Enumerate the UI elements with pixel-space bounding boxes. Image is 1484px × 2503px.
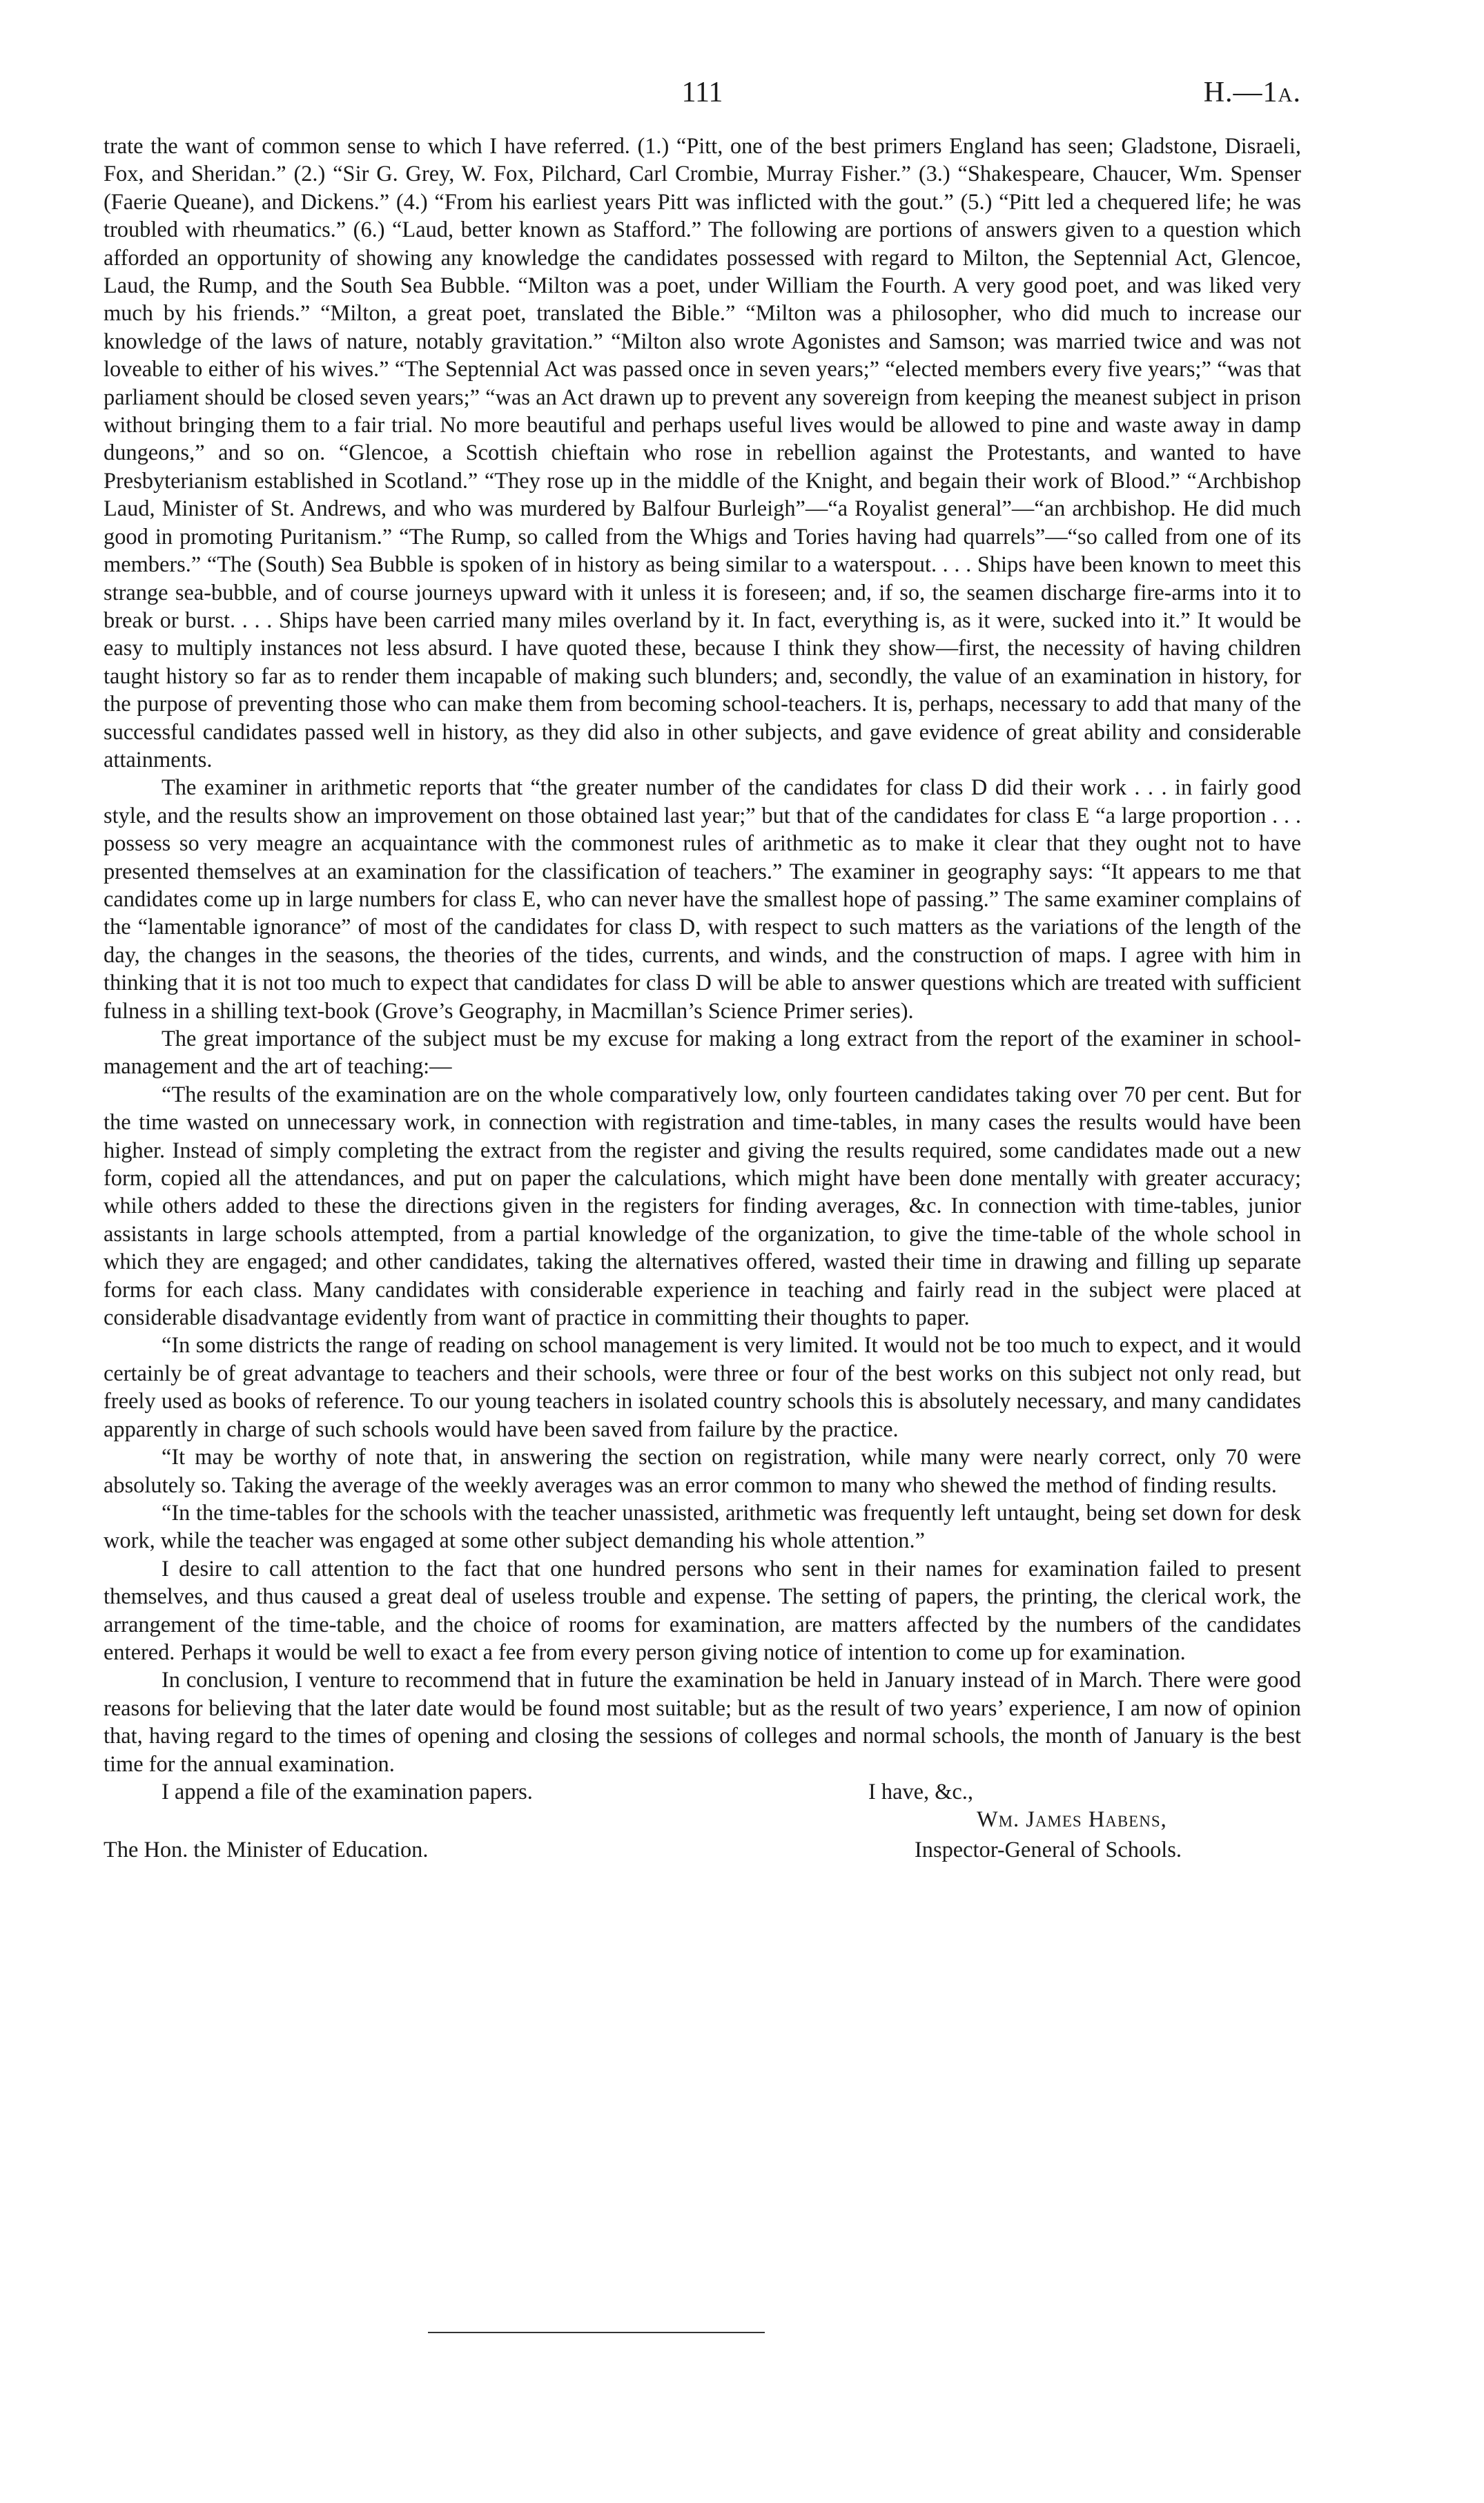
addressee: The Hon. the Minister of Education. bbox=[104, 1837, 429, 1862]
paragraph-registration: “It may be worthy of note that, in answering the section on registration, while many were nearly correct, only 70 were absolutely so. Taking the average of the weekly averages was an error common to many who shewed the method of finding results. bbox=[104, 1445, 1301, 1498]
report-body bbox=[104, 133, 1301, 1778]
signature: Wm. James Habens, bbox=[977, 1806, 1167, 1832]
document-page bbox=[104, 69, 1301, 1896]
page-number: 111 bbox=[681, 77, 723, 108]
salutation: I have, &c., bbox=[868, 1779, 973, 1804]
paragraph-time-tables: “In the time-tables for the schools with the teacher unassisted, arithmetic was frequently left untaught, being set down for desk work, while the teacher was engaged at some other subject demanding his whole attention.” bbox=[104, 1500, 1301, 1554]
paragraph-conclusion: In conclusion, I venture to recommend that in future the examination be held in January instead of in March. There were good reasons for believing that the later date would be found most suitable; but as the result of two years’ experience, I am now of opinion that, having regard to the times of opening and closing the sessions of colleges and normal schools, the month of January is the best time for the annual examination. bbox=[104, 1668, 1301, 1777]
append-line: I append a file of the examination papers. bbox=[162, 1779, 533, 1804]
paragraph-absent-candidates: I desire to call attention to the fact that one hundred persons who sent in their names for examination failed to present themselves, and thus caused a great deal of useless trouble and expense. The setting of papers, the printing, the clerical work, the arrangement of the time-table, and the choice of rooms for examination, are matters affected by the numbers of the candidates entered. Perhaps it would be well to exact a fee from every person giving notice of intention to come up for examination. bbox=[104, 1556, 1301, 1665]
page-header bbox=[104, 69, 1301, 124]
paragraph-history-answers: trate the want of common sense to which I have referred. (1.) “Pitt, one of the best primers England has seen; Gladstone, Disraeli, Fox, and Sheridan.” (2.) “Sir G. Grey, W. Fox, Pilchard, Carl Crombie, Murray Fisher.” (3.) “Shakespeare, Chaucer, Wm. Spenser (Faerie Queane), and Dickens.” (4.) “From his earliest years Pitt was inflicted with the gout.” (5.) “Pitt led a chequered life; he was troubled with rheumatics.” (6.) “Laud, better known as Stafford.” The following are portions of answers given to a question which afforded an opportunity of showing any knowledge the candidates possessed with regard to Milton, the Septennial Act, Glencoe, Laud, the Rump, and the South Sea Bubble. “Milton was a poet, under William the Fourth. A very good poet, and was liked very much by his friends.” “Milton, a great poet, translated the Bible.” “Milton was a philosopher, who did much to increase our knowledge of the laws of nature, notably gravitation.” “Milton also wrote Agonistes and Samson; was married twice and was not loveable to either of his wives.” “The Septennial Act was passed once in seven years;” “elected members every five years;” “was that parliament should be closed seven years;” “was an Act drawn up to prevent any sovereign from keeping the meanest subject in prison without bringing them to a fair trial. No more beautiful and perhaps useful lives would be allowed to pine and waste away in damp dungeons,” and so on. “Glencoe, a Scottish chieftain who rose in rebellion against the Protestants, and wanted to have Presbyterianism established in Scotland.” “They rose up in the middle of the Knight, and begain their work of Blood.” “Archbishop Laud, Minister of St. Andrews, and who was murdered by Balfour Burleigh”—“a Royalist general”—“an archbishop. He did much good in promoting Puritanism.” “The Rump, so called from the Whigs and Tories having had quarrels”—“so called from one of its members.” “The (South) Sea Bubble is spoken of in history as being similar to a waterspout. . . . Ships have been known to meet this strange sea-bubble, and of course journeys upward with it unless it is foreseen; and, if so, the seamen discharge fire-arms into it to break or burst. . . . Ships have been carried many miles overland by it. In fact, everything is, as it were, sucked into it.” It would be easy to multiply instances not less absurd. I have quoted these, because I think they show—first, the necessity of having children taught history so far as to render them incapable of making such blunders; and, secondly, the value of an examination in history, for the purpose of preventing those who can make them from becoming school-teachers. It is, perhaps, necessary to add that many of the successful candidates passed well in history, as they did also in other subjects, and gave evidence of great ability and considerable attainments. bbox=[104, 134, 1301, 772]
letter-closing bbox=[104, 1778, 1301, 1896]
paragraph-school-management-intro: The great importance of the subject must be my excuse for making a long extract from the report of the examiner in school-management and the art of teaching:— bbox=[104, 1026, 1301, 1080]
paragraph-arithmetic-geography: The examiner in arithmetic reports that “the greater number of the candidates for class D did their work . . . in fairly good style, and the results show an improvement on those obtained last year;” but that of the candidates for class E “a large proportion . . . possess so very meagre an acquaintance with the commonest rules of arithmetic as to make it clear that they ought not to have presented themselves at an examination for the classification of teachers.” The examiner in geography says: “It appears to me that candidates come up in large numbers for class E, who can never have the smallest hope of passing.” The same examiner complains of the “lamentable ignorance” of most of the candidates for class D, with respect to such matters as the variations of the length of the day, the changes in the seasons, the theories of the tides, currents, and winds, and the construction of maps. I agree with him in thinking that it is not too much to expect that candidates for class D will be able to answer questions which are treated with sufficient fulness in a shilling text-book (Grove’s Geography, in Macmillan’s Science Primer series). bbox=[104, 775, 1301, 1024]
document-reference-prefix: H.—1 bbox=[1203, 77, 1278, 108]
footer-rule bbox=[428, 2332, 765, 2333]
document-reference bbox=[1204, 76, 1301, 109]
signatory-title: Inspector-General of Schools. bbox=[915, 1837, 1182, 1862]
paragraph-examination-results: “The results of the examination are on the whole comparatively low, only fourteen candidates taking over 70 per cent. But for the time wasted on unnecessary work, in connection with registration and time-tables, in many cases the results would have been higher. Instead of simply completing the extract from the register and giving the results required, some candidates made out a new form, copied all the attendances, and put on paper the calculations, which might have been done mentally with greater accuracy; while others added to these the directions given in the registers for finding averages, &c. In connection with time-tables, junior assistants in large schools attempted, from a partial knowledge of the organization, to give the time-table of the whole school in which they are engaged; and other candidates, taking the alternatives offered, wasted their time in drawing and filling up separate forms for each class. Many candidates with considerable experience in teaching and fairly read in the subject were placed at considerable disadvantage evidently from want of practice in committing their thoughts to paper. bbox=[104, 1082, 1301, 1331]
document-reference-suffix: a. bbox=[1278, 77, 1301, 108]
paragraph-reading-range: “In some districts the range of reading on school management is very limited. It would not be too much to expect, and it would certainly be of great advantage to teachers and their schools, were three or four of the best works on this subject not only read, but freely used as books of reference. To our young teachers in isolated country schools this is absolutely necessary, and many candidates apparently in charge of such schools would have been saved from failure by the practice. bbox=[104, 1333, 1301, 1442]
